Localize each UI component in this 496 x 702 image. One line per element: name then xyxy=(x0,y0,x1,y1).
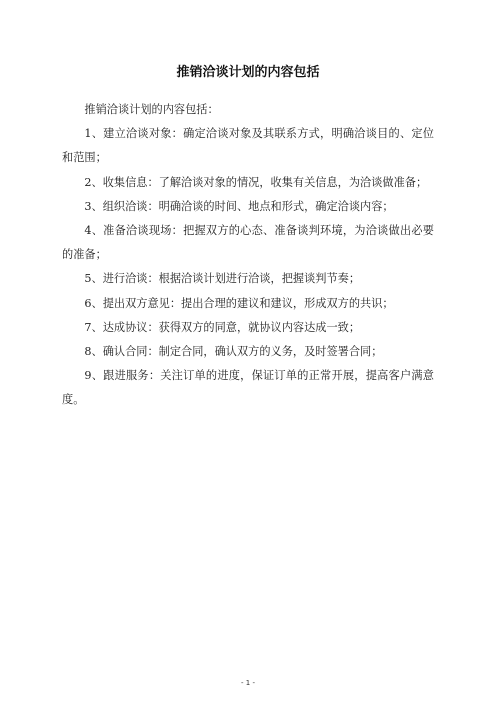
document-title: 推销洽谈计划的内容包括 xyxy=(176,65,320,80)
list-item-6: 6、提出双方意见：提出合理的建议和建议，形成双方的共识； xyxy=(84,296,394,310)
list-item-2: 2、收集信息：了解洽谈对象的情况，收集有关信息，为洽谈做准备； xyxy=(84,175,428,189)
list-item-4: 4、准备洽谈现场：把握双方的心态、准备谈判环境，为洽谈做出必要的准备； xyxy=(62,224,434,262)
list-item-7: 7、达成协议：获得双方的同意，就协议内容达成一致； xyxy=(84,320,361,334)
document-body xyxy=(62,98,434,413)
list-item-5: 5、进行洽谈：根据洽谈计划进行洽谈，把握谈判节奏； xyxy=(84,272,361,286)
list-item-3: 3、组织洽谈：明确洽谈的时间、地点和形式，确定洽谈内容； xyxy=(84,199,394,213)
list-item-9: 9、跟进服务：关注订单的进度，保证订单的正常开展，提高客户满意度。 xyxy=(62,369,434,407)
list-item-1: 1、建立洽谈对象：确定洽谈对象及其联系方式，明确洽谈目的、定位和范围； xyxy=(62,127,434,165)
page-number: - 1 - xyxy=(241,679,255,687)
list-item-8: 8、确认合同：制定合同，确认双方的义务，及时签署合同； xyxy=(84,345,383,359)
intro-paragraph: 推销洽谈计划的内容包括： xyxy=(84,103,219,116)
